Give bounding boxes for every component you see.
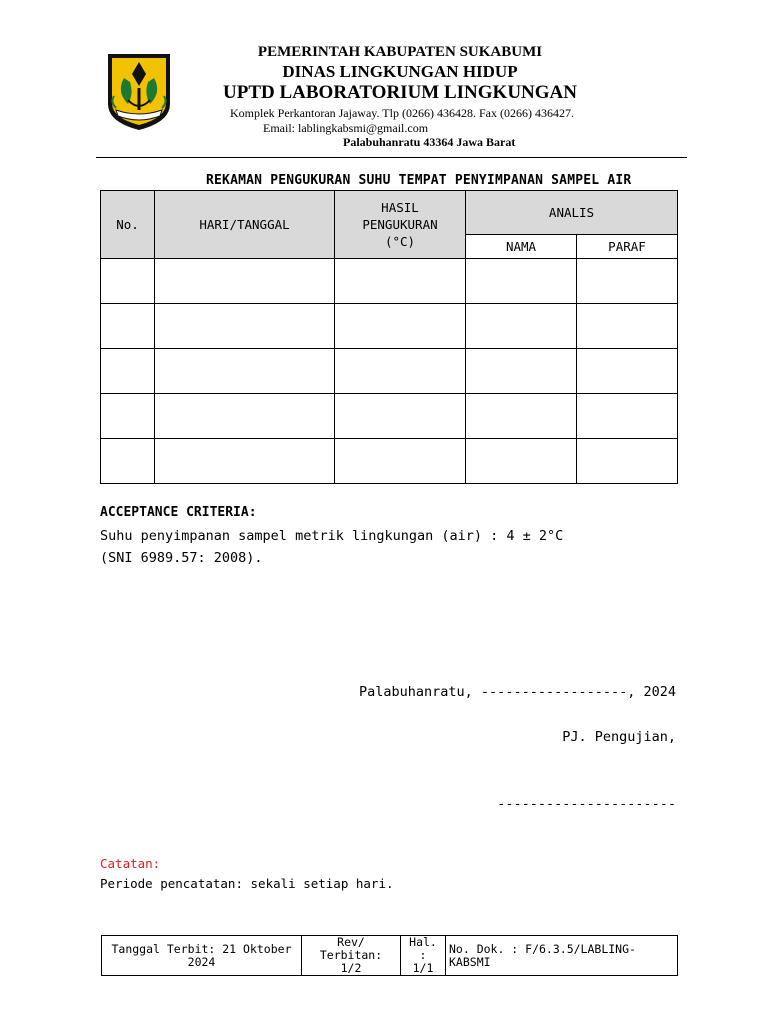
cell-name[interactable] [466,349,577,394]
cell-name[interactable] [466,259,577,304]
cell-sign[interactable] [577,394,678,439]
cell-name[interactable] [466,394,577,439]
header-date: HARI/TANGGAL [155,191,335,259]
header-sign: PARAF [577,235,678,259]
sukabumi-regency-crest-icon [106,52,172,132]
footer-page-value: 1/1 [412,961,434,975]
footer-docno-line1: No. Dok. : F/6.3.5/LABLING- [449,941,636,956]
cell-no[interactable] [101,259,155,304]
acceptance-title: ACCEPTANCE CRITERIA: [100,505,257,520]
cell-no[interactable] [101,304,155,349]
header-result-line1: HASIL [381,200,419,215]
header-agency: DINAS LINGKUNGAN HIDUP [282,62,518,81]
cell-result[interactable] [335,349,466,394]
cell-date[interactable] [155,394,335,439]
footer-doc-number [446,936,678,976]
cell-sign[interactable] [577,304,678,349]
cell-sign[interactable] [577,349,678,394]
footer-issue-year: 2024 [187,954,216,969]
cell-result[interactable] [335,259,466,304]
cell-no[interactable] [101,394,155,439]
table-row [101,439,678,484]
header-no: No. [101,191,155,259]
header-name: NAMA [466,235,577,259]
cell-no[interactable] [101,349,155,394]
footer-revision [302,936,401,976]
document-title: REKAMAN PENGUKURAN SUHU TEMPAT PENYIMPANAN SAMPEL AIR [206,173,632,188]
header-unit: UPTD LABORATORIUM LINGKUNGAN [223,82,577,103]
header-email: Email: lablingkabsmi@gmail.com [263,121,429,135]
cell-date[interactable] [155,439,335,484]
signature-role: PJ. Pengujian, [562,729,676,745]
cell-result[interactable] [335,394,466,439]
table-row [101,304,678,349]
signature-place-date: Palabuhanratu, ------------------, 2024 [359,684,676,700]
acceptance-criteria: Suhu penyimpanan sampel metrik lingkungan (air) : 4 ± 2°C [100,528,564,544]
footer-docno-line2: KABSMI [449,954,491,969]
signature-line: ---------------------- [497,796,676,812]
table-row [101,259,678,304]
footer-page-colon: : [419,948,427,962]
footer-page-label: Hal. [409,935,437,949]
cell-name[interactable] [466,439,577,484]
header-result-unit: (°C) [384,234,416,249]
note-label: Catatan: [100,856,161,871]
header-divider [96,157,687,158]
header-result-line2: PENGUKURAN [362,217,438,232]
cell-date[interactable] [155,259,335,304]
cell-sign[interactable] [577,439,678,484]
footer-issue-date [102,936,302,976]
cell-date[interactable] [155,304,335,349]
header-city: Palabuhanratu 43364 Jawa Barat [343,135,516,149]
cell-result[interactable] [335,304,466,349]
measurement-table [100,190,678,484]
table-row [101,349,678,394]
cell-no[interactable] [101,439,155,484]
cell-name[interactable] [466,304,577,349]
note-text: Periode pencatatan: sekali setiap hari. [100,876,394,891]
table-row [101,394,678,439]
footer-rev-label: Rev/ [337,935,365,949]
header-government: PEMERINTAH KABUPATEN SUKABUMI [257,44,543,60]
header-address: Komplek Perkantoran Jajaway. Tlp (0266) 436428. Fax (0266) 436427. [230,106,574,120]
header-result [335,191,466,259]
cell-sign[interactable] [577,259,678,304]
footer-issue-label: Tanggal Terbit: 21 Oktober [111,941,292,956]
cell-result[interactable] [335,439,466,484]
footer-page [401,936,446,976]
cell-date[interactable] [155,349,335,394]
footer-rev-label2: Terbitan: [319,948,383,962]
document-footer [101,935,678,976]
footer-rev-value: 1/2 [340,961,362,975]
acceptance-reference: (SNI 6989.57: 2008). [100,550,263,566]
header-analyst: ANALIS [466,191,678,235]
